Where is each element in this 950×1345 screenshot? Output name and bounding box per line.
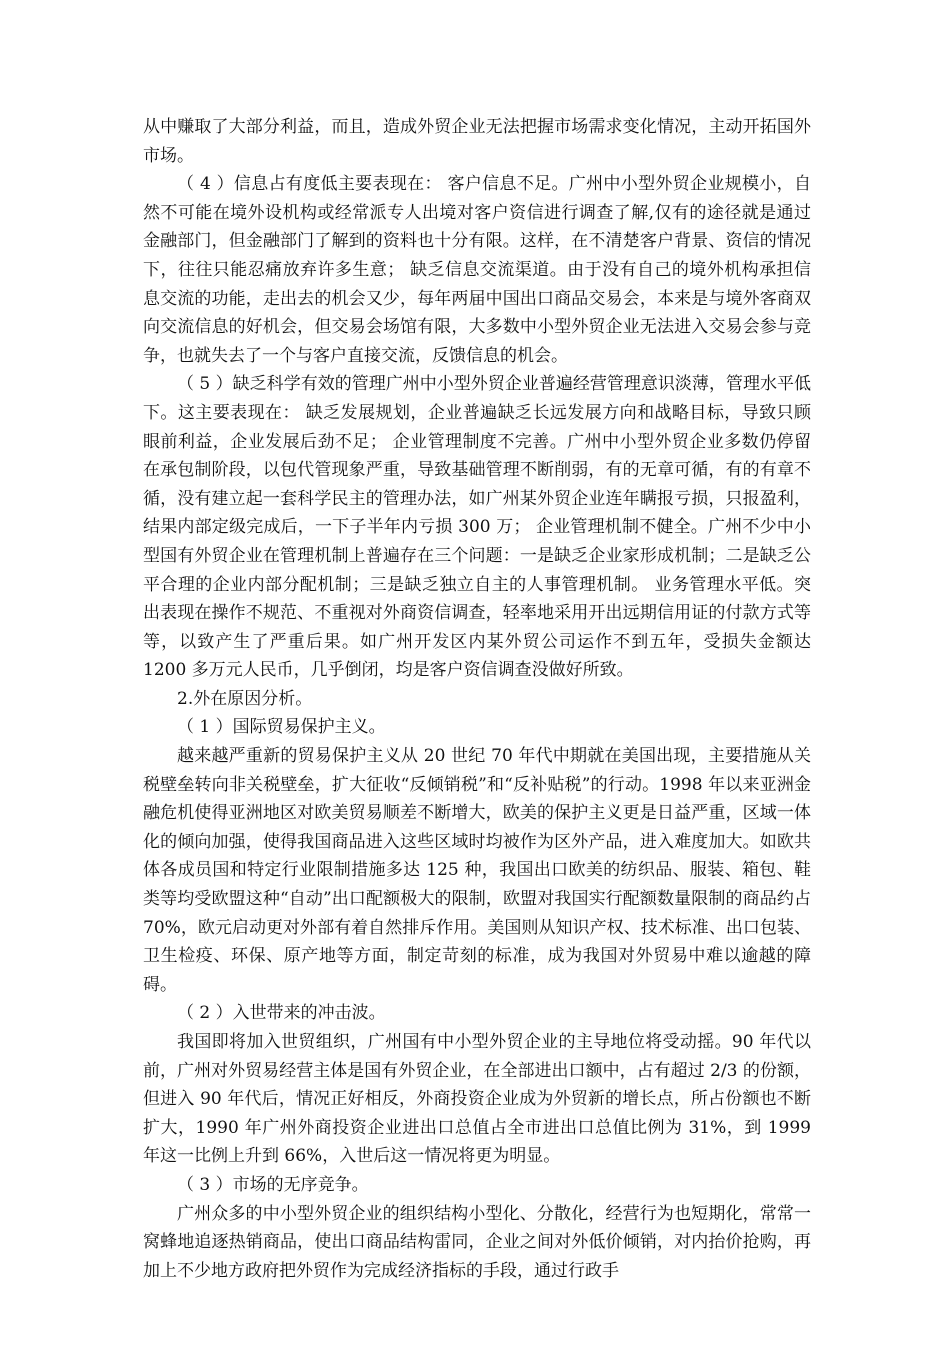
paragraph-3: （ 5 ）缺乏科学有效的管理广州中小型外贸企业普遍经营管理意识淡薄，管理水平低下。这主要表现在： 缺乏发展规划，企业普遍缺乏长远发展方向和战略目标，导致只顾眼前利益，企业发展后劲不足； 企业管理制度不完善。广州中小型外贸企业多数仍停留在承包制阶段，以包代管现象严重，导致基础管理不断削弱，有的无章可循，有的有章不循，没有建立起一套科学民主的管理办法，如广州某外贸企业连年瞒报亏损，只报盈利，结果内部定级完成后，一下子半年内亏损 300 万； 企业管理机制不健全。广州不少中小型国有外贸企业在管理机制上普遍存在三个问题：一是缺乏企业家形成机制；二是缺乏公平合理的企业内部分配机制；三是缺乏独立自主的人事管理机制。 业务管理水平低。突出表现在操作不规范、不重视对外商资信调查，轻率地采用开出远期信用证的付款方式等等，以致产生了严重后果。如广州开发区内某外贸公司运作不到五年，受损失金额达 1200 多万元人民币，几乎倒闭，均是客户资信调查没做好所致。 xyxy=(143,374,811,681)
paragraph-5: （ 1 ）国际贸易保护主义。 xyxy=(177,717,386,738)
paragraph-10: 广州众多的中小型外贸企业的组织结构小型化、分散化，经营行为也短期化，常常一窝蜂地追逐热销商品，使出口商品结构雷同，企业之间对外低价倾销，对内抬价抢购，再加上不少地方政府把外贸作为完成经济指标的手段，通过行政手 xyxy=(143,1203,811,1281)
document-body xyxy=(143,113,811,1285)
paragraph-1: 从中赚取了大部分利益，而且，造成外贸企业无法把握市场需求变化情况，主动开拓国外市场。 xyxy=(143,117,811,166)
paragraph-4: 2.外在原因分析。 xyxy=(177,688,313,709)
paragraph-7: （ 2 ）入世带来的冲击波。 xyxy=(177,1003,386,1024)
paragraph-2: （ 4 ）信息占有度低主要表现在： 客户信息不足。广州中小型外贸企业规模小，自然不可能在境外设机构或经常派专人出境对客户资信进行调查了解,仅有的途径就是通过金融部门，但金融部门了解到的资料也十分有限。这样，在不清楚客户背景、资信的情况下，往往只能忍痛放弃许多生意； 缺乏信息交流渠道。由于没有自己的境外机构承担信息交流的功能，走出去的机会又少，每年两届中国出口商品交易会，本来是与境外客商双向交流信息的好机会，但交易会场馆有限，大多数中小型外贸企业无法进入交易会参与竞争，也就失去了一个与客户直接交流，反馈信息的机会。 xyxy=(143,174,811,366)
paragraph-8: 我国即将加入世贸组织，广州国有中小型外贸企业的主导地位将受动摇。90 年代以前，广州对外贸易经营主体是国有外贸企业，在全部进出口额中，占有超过 2/3 的份额，但进入 90 年代后，情况正好相反，外商投资企业成为外贸新的增长点，所占份额也不断扩大，1990 年广州外商投资企业进出口总值占全市进出口总值比例为 31%，到 1999 年这一比例上升到 66%，入世后这一情况将更为明显。 xyxy=(143,1032,811,1167)
paragraph-9: （ 3 ）市场的无序竞争。 xyxy=(177,1174,369,1195)
paragraph-6: 越来越严重新的贸易保护主义从 20 世纪 70 年代中期就在美国出现，主要措施从关税壁垒转向非关税壁垒，扩大征收“反倾销税”和“反补贴税”的行动。1998 年以来亚洲金融危机使得亚洲地区对欧美贸易顺差不断增大，欧美的保护主义更是日益严重，区域一体化的倾向加强，使得我国商品进入这些区域时均被作为区外产品，进入难度加大。如欧共体各成员国和特定行业限制措施多达 125 种，我国出口欧美的纺织品、服装、箱包、鞋类等均受欧盟这种“自动”出口配额极大的限制，欧盟对我国实行配额数量限制的商品约占 70%，欧元启动更对外部有着自然排斥作用。美国则从知识产权、技术标准、出口包装、卫生检疫、环保、原产地等方面，制定苛刻的标准，成为我国对外贸易中难以逾越的障碍。 xyxy=(143,746,811,995)
